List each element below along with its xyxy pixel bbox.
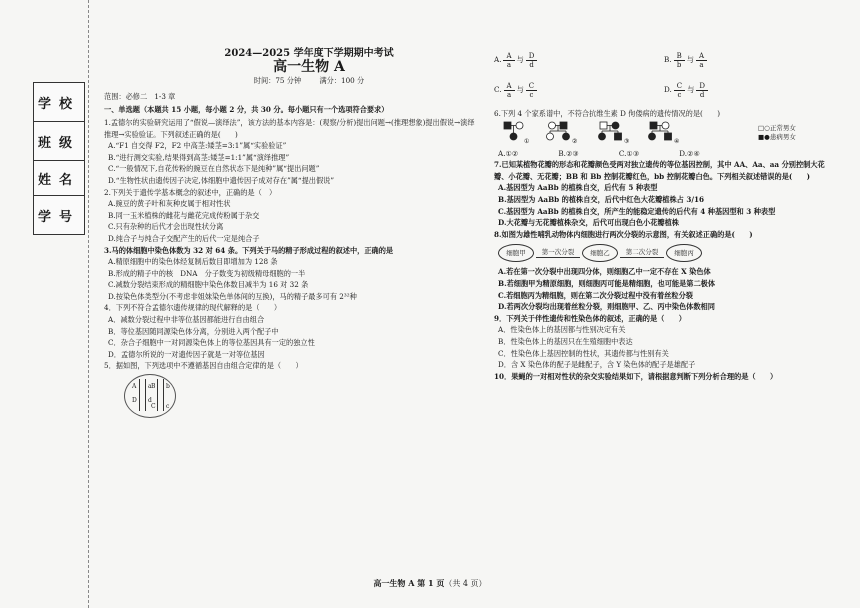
option: D.“生物性状由遗传因子决定,体细胞中遗传因子成对存在”属“提出假说”	[108, 175, 335, 185]
student-id-field: 学号	[33, 195, 85, 235]
option: A.基因型为 AaBb 的植株自交，后代有 5 种表型	[498, 183, 658, 193]
question-1	[104, 117, 476, 187]
footer-main: 高一生物 A 第 1 页	[373, 578, 445, 588]
allele-label: D	[132, 397, 137, 405]
chromosome-line	[139, 379, 140, 411]
fraction-top: D	[696, 82, 708, 91]
allele-label: a	[148, 383, 152, 391]
connector: 与	[687, 85, 695, 95]
fraction	[504, 82, 515, 99]
question-stem: 9．下列关于伴性遗传和性染色体的叙述，正确的是（ ）	[494, 313, 686, 323]
section-heading: 一、单选题（本题共 15 小题，每小题 2 分，共 30 分。每小题只有一个选项符合要求）	[104, 105, 389, 115]
question-stem: 6.下列 4 个家系谱中，不符合抗维生素 D 佝偻病的遗传情况的是( )	[494, 109, 721, 118]
option-label: A.	[494, 55, 502, 65]
fraction-top: A	[503, 52, 514, 61]
option: B.“进行测交实验,结果得到高茎:矮茎=1:1”属“演绎推理”	[108, 152, 290, 162]
allele-label: c	[166, 403, 170, 411]
chromosome-cell-figure	[124, 374, 176, 418]
question-stem: 8.如图为雄性哺乳动物体内细胞进行两次分裂的示意图，有关叙述正确的是( )	[494, 229, 753, 239]
fraction-top: C	[526, 82, 537, 91]
question-stem: 7.已知某植物花瓣的形态和花瓣颜色受两对独立遗传的等位基因控制，其中 AA、Aa、aa 分别控制大花瓣、小花瓣、无花瓣；BB 和 Bb 控制花瓣红色，bb 控制花瓣白色。下列相关叙述错误的是( )	[494, 160, 825, 181]
fraction	[526, 82, 537, 99]
legend-normal: □○正常男女	[758, 123, 796, 132]
exam-title: 2024—2025 学年度下学期期中考试	[224, 48, 394, 59]
fraction-bottom: d	[699, 90, 705, 99]
question-9	[494, 313, 834, 371]
question-6	[494, 108, 834, 159]
exam-subject: 高一生物 A	[273, 58, 345, 75]
option-label: B.	[664, 55, 672, 65]
question-stem: 2.下列关于遗传学基本概念的叙述中，正确的是（ ）	[104, 187, 277, 197]
fraction	[674, 82, 685, 99]
option-label: D.	[664, 85, 672, 95]
arrow-first-division	[536, 249, 580, 258]
question-7	[494, 159, 834, 229]
q6-options	[498, 148, 834, 160]
cell-bing: 细胞丙	[666, 244, 702, 262]
name-field: 姓名	[33, 160, 85, 195]
chromosome-line	[163, 379, 164, 411]
option: B．等位基因随同源染色体分离，分别进入两个配子中	[108, 326, 279, 336]
cell-jia: 细胞甲	[498, 244, 534, 262]
option: A．性染色体上的基因都与性别决定有关	[498, 325, 626, 335]
exam-scope: 范围：必修二 1-3 章	[104, 91, 176, 101]
pedigree-label: ④	[674, 137, 680, 145]
option: A.豌豆的黄子叶和灰种皮属于相对性状	[108, 199, 231, 209]
left-column	[104, 48, 476, 418]
pedigree-label: ①	[524, 137, 530, 145]
fraction	[696, 82, 708, 99]
exam-meta	[142, 75, 476, 87]
pedigree-legend	[758, 124, 796, 142]
fraction-bottom: c	[677, 90, 682, 99]
fraction-bottom: a	[699, 60, 704, 69]
option: B.②③	[558, 148, 579, 158]
pedigree-label: ②	[572, 137, 578, 145]
fraction-bottom: a	[506, 90, 512, 99]
chromosome-line	[157, 379, 158, 411]
question-2	[104, 187, 476, 245]
question-stem: 1.孟德尔的实验研究运用了“假说—演绎法”，该方法的基本内容是：(观察/分析)提出问题→(推理想象)提出假说→演绎推理→实验验证。下列叙述正确的是( )	[104, 117, 475, 139]
question-8	[494, 229, 834, 313]
option: C.若细胞丙为精细胞，则在第二次分裂过程中没有着丝粒分裂	[498, 290, 693, 300]
question-stem: 3.马的体细胞中染色体数为 32 对 64 条。下列关于马的精子形成过程的叙述中，正确的是	[104, 245, 394, 255]
option: C.减数分裂结束形成的精细胞中染色体数目减半为 16 对 32 条	[108, 280, 309, 290]
pedigree-figure	[502, 120, 834, 146]
page-footer	[0, 578, 860, 589]
school-field: 学校	[33, 82, 85, 121]
option: B.同一玉米植株的雌花与雌花完成传粉属于杂交	[108, 210, 260, 220]
allele-label: b	[166, 383, 170, 391]
connector: 与	[516, 55, 524, 65]
option: C．杂合子细胞中一对同源染色体上的等位基因具有一定的独立性	[108, 338, 315, 348]
option: D．含 X 染色体的配子是雌配子，含 Y 染色体的配子是雄配子	[498, 360, 696, 370]
exam-time: 时间：75 分钟	[253, 76, 302, 86]
option: C.“一般情况下,自花传粉的豌豆在自然状态下是纯种”属“提出问题”	[108, 164, 320, 174]
option: C.只有杂种的后代才会出现性状分离	[108, 222, 224, 232]
pedigree-label: ③	[624, 137, 630, 145]
option-label: C.	[494, 85, 502, 95]
q5-options-row-1	[494, 48, 834, 72]
fraction-top: D	[526, 52, 538, 61]
arrow-label: 第二次分裂	[625, 247, 659, 256]
question-stem: 4．下列不符合孟德尔遗传规律的现代解释的是（ ）	[104, 303, 282, 313]
question-stem: 10．果蝇的一对相对性状的杂交实验结果如下，请根据意判断下列分析合理的是（ ）	[494, 371, 778, 381]
fraction	[696, 52, 707, 69]
question-5	[104, 360, 476, 418]
allele-label: B	[151, 383, 156, 391]
option: D.按染色体类型分(不考虑非姐妹染色单体间的互换)，马的精子最多可有 2³²种	[108, 291, 357, 301]
fraction	[526, 52, 538, 69]
chromosome-line	[145, 379, 146, 411]
question-3	[104, 245, 476, 303]
question-10	[494, 371, 834, 383]
option: A.若在第一次分裂中出现四分体，则细胞乙中一定不存在 X 染色体	[498, 267, 711, 277]
exam-score: 满分：100 分	[319, 76, 365, 86]
q5-option-d	[664, 82, 834, 99]
connector: 与	[686, 55, 694, 65]
option: D.若两次分裂均出现着丝粒分裂，则细胞甲、乙、丙中染色体数相同	[498, 302, 715, 312]
footer-sub: （共 4 页）	[444, 579, 487, 588]
binding-line	[88, 0, 89, 608]
fraction-bottom: c	[529, 90, 534, 99]
connector: 与	[516, 85, 524, 95]
option: C.基因型为 AaBb 的植株自交，所产生的能稳定遗传的后代有 4 种基因型和 3 种表型	[498, 206, 776, 216]
option: C．性染色体上基因控制的性状，其遗传都与性别有关	[498, 348, 669, 358]
arrow-second-division	[620, 249, 664, 258]
allele-label: C	[151, 403, 156, 411]
option: D.大花瓣与无花瓣植株杂交，后代可出现白色小花瓣植株	[498, 218, 679, 228]
fraction-bottom: d	[529, 60, 534, 69]
option: C.①③	[618, 148, 640, 158]
right-column	[494, 48, 834, 382]
fraction-top: A	[504, 82, 515, 91]
arrow-line	[536, 257, 580, 258]
option: D.②④	[679, 148, 700, 158]
q5-option-a	[494, 52, 664, 69]
option: B.基因型为 AaBb 的植株自交，后代中红色大花瓣植株占 3/16	[498, 194, 704, 204]
arrow-label: 第一次分裂	[541, 247, 575, 256]
fraction-top: C	[674, 82, 685, 91]
fraction-bottom: a	[506, 60, 512, 69]
cell-division-figure	[498, 242, 834, 264]
q5-option-c	[494, 82, 664, 99]
option: D.纯合子与纯合子交配产生的后代一定是纯合子	[108, 233, 260, 243]
fraction	[674, 52, 685, 69]
option: A．减数分裂过程中非等位基因都能进行自由组合	[108, 315, 265, 325]
allele-label: d	[148, 397, 152, 405]
student-info-box	[33, 82, 85, 235]
option: A.①②	[498, 148, 519, 158]
q5-options-row-2	[494, 78, 834, 102]
fraction-top: B	[674, 52, 685, 61]
option: A.“F1 自交得 F2，F2 中高茎:矮茎=3:1”属“实验验证”	[108, 141, 287, 151]
arrow-line	[620, 257, 664, 258]
option: B.若细胞甲为精原细胞，则细胞丙可能是精细胞，也可能是第二极体	[498, 278, 716, 288]
option: B.形成的精子中的核 DNA 分子数变为初级精母细胞的一半	[108, 268, 306, 278]
cell-yi: 细胞乙	[582, 244, 618, 262]
q5-option-b	[664, 52, 834, 69]
option: D．孟德尔所说的一对遗传因子就是一对等位基因	[108, 349, 265, 359]
question-4	[104, 302, 476, 360]
fraction	[503, 52, 514, 69]
option: B．性染色体上的基因只在生殖细胞中表达	[498, 336, 633, 346]
allele-label: A	[132, 383, 137, 391]
legend-affected: ■●患病男女	[758, 132, 796, 141]
question-stem: 5．据如图，下列选项中不遵循基因自由组合定律的是（ ）	[104, 361, 303, 371]
fraction-top: A	[696, 52, 707, 61]
option: A.精原细胞中的染色体经复制后数目即增加为 128 条	[108, 257, 278, 267]
class-field: 班级	[33, 121, 85, 160]
pedigree-chart	[502, 120, 752, 146]
fraction-bottom: b	[676, 60, 682, 69]
